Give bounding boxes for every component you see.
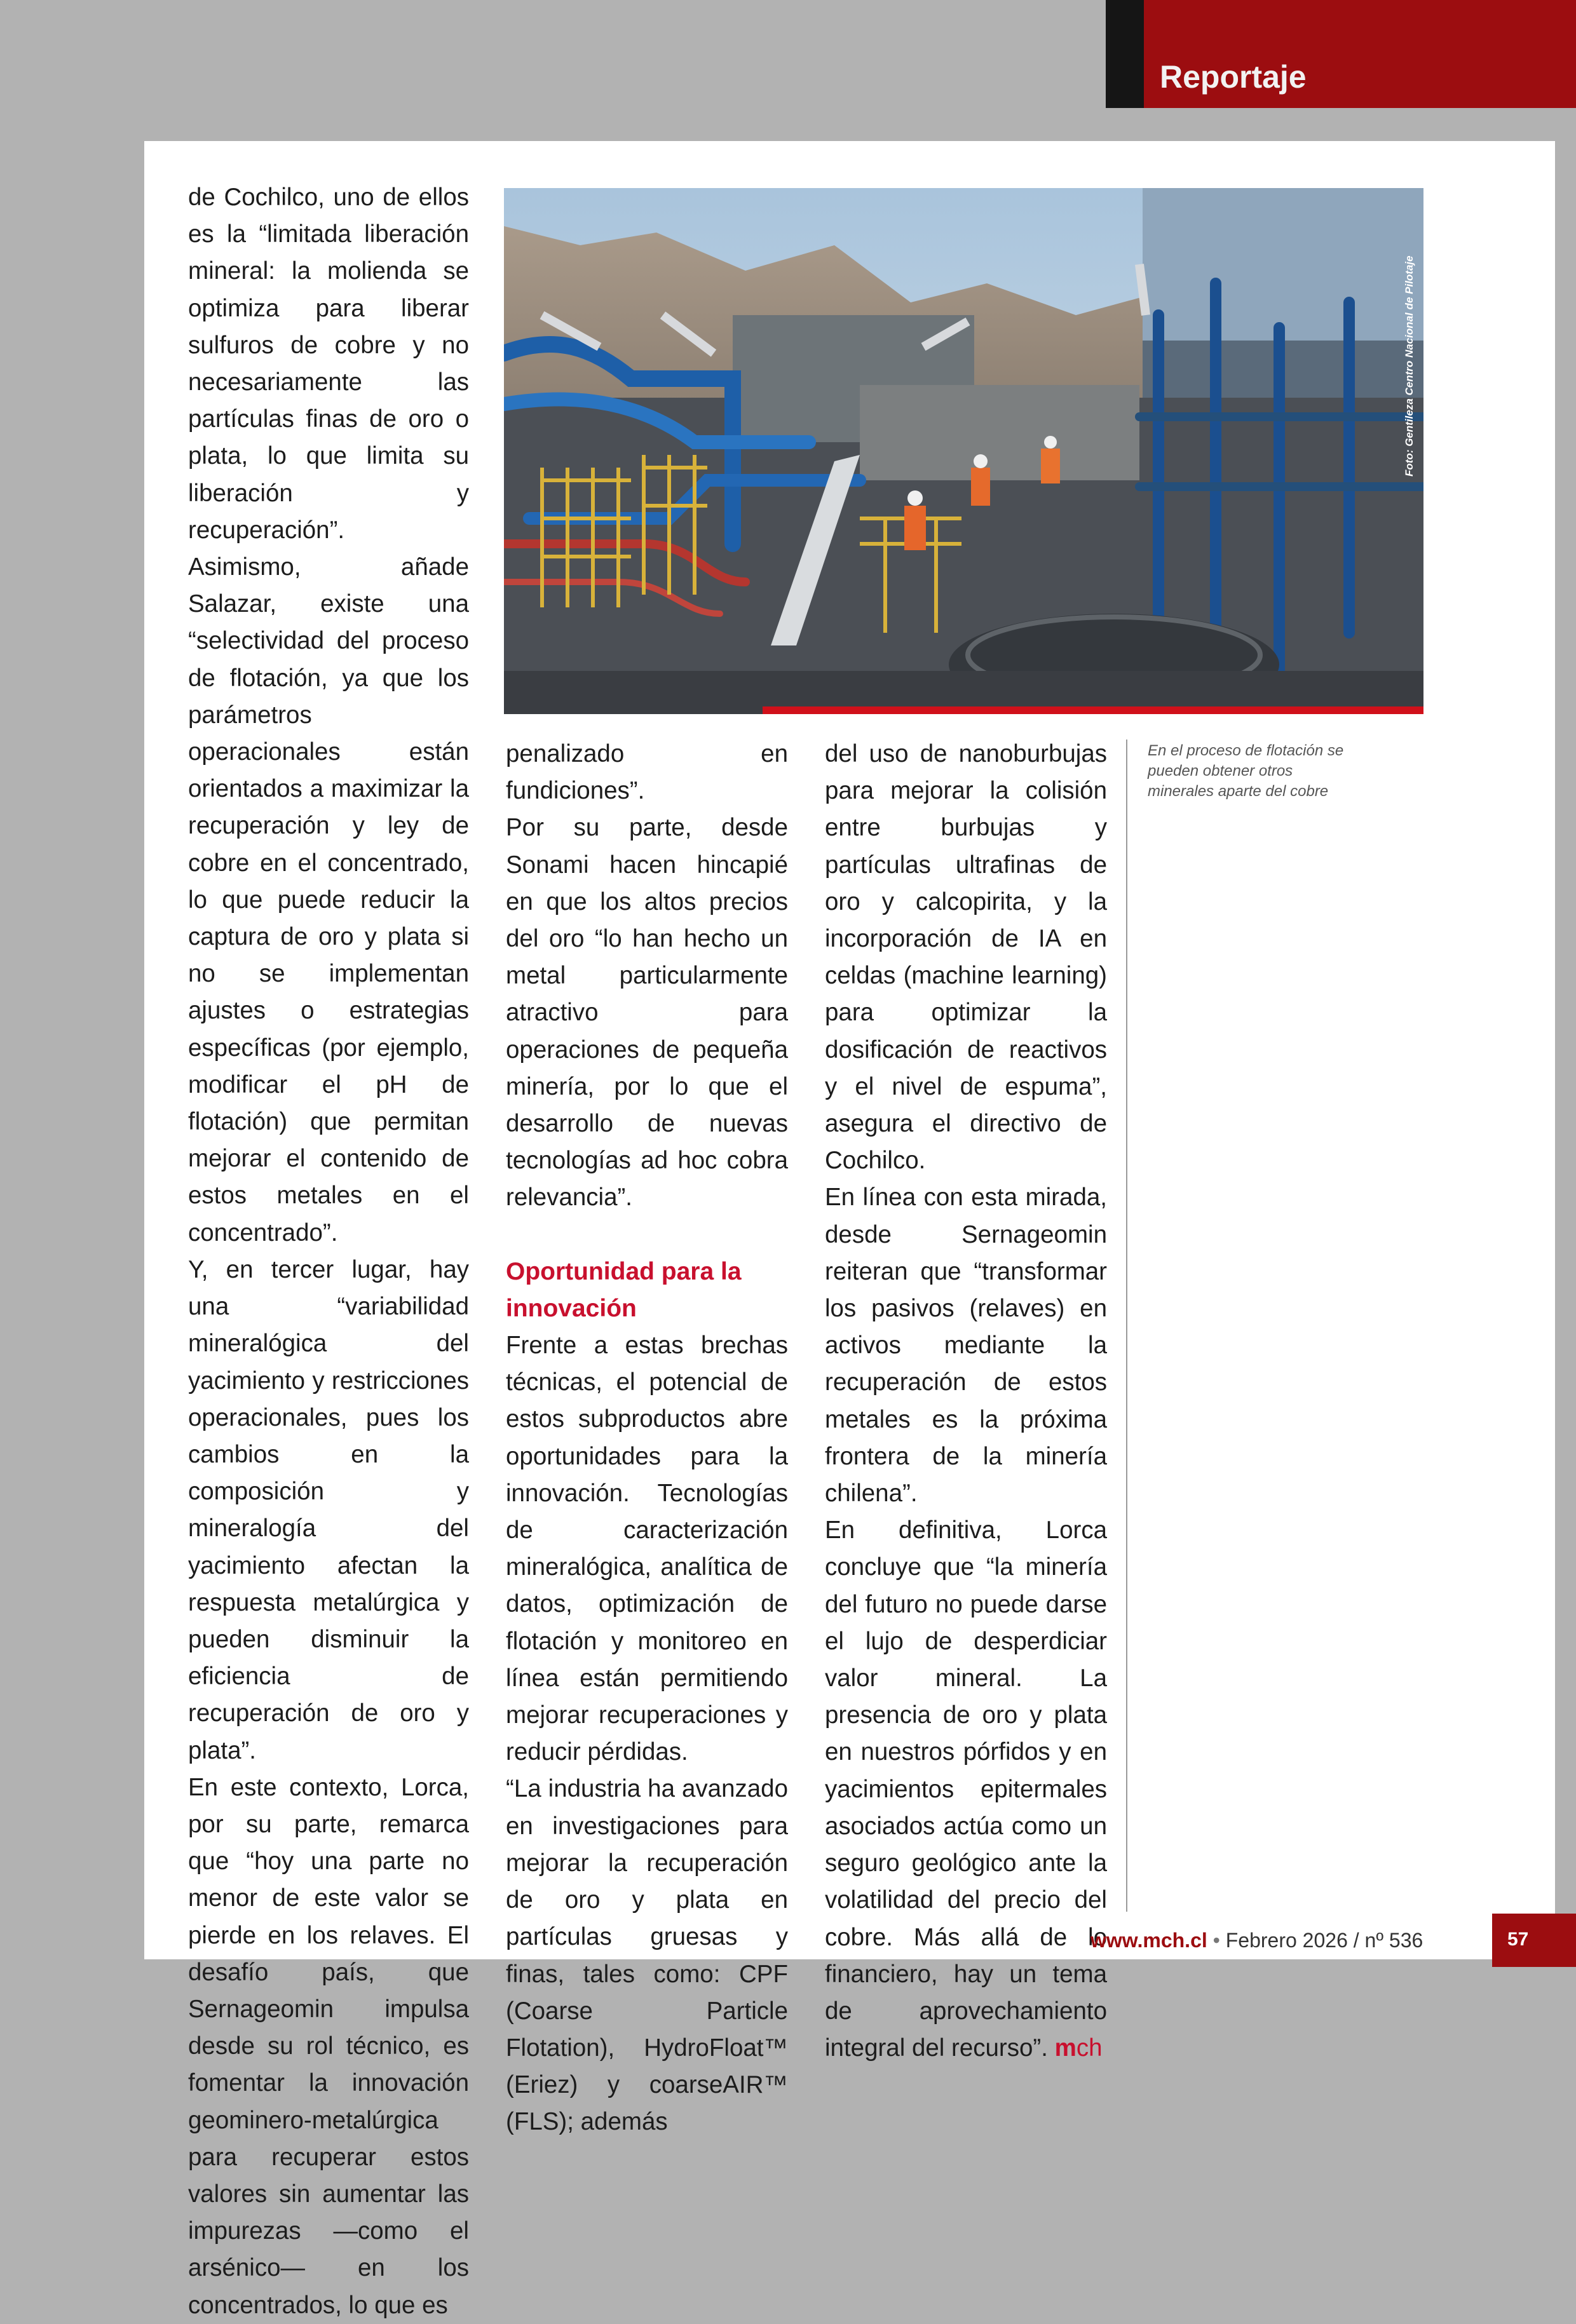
page-number: 57 — [1507, 1929, 1529, 1950]
flotation-plant-photo — [504, 188, 1423, 714]
end-mark-m: m — [1054, 2034, 1077, 2062]
paragraph: Asimismo, añade Salazar, existe una “selectividad del proceso de flotación, ya que los parámetros operacionales están orientados a maximizar la recuperación y ley de cobre en el concentrado, lo que puede reducir la captura de oro y plata si no se implementan ajustes o estrategias específicas (por ejemplo, modificar el pH de flotación) que permitan mejorar el contenido de estos metales en el concentrado”. — [188, 553, 469, 1246]
photo-illustration — [504, 188, 1423, 714]
paragraph: de Cochilco, uno de ellos es la “limitada liberación mineral: la molienda se optimiza para liberar sulfuros de cobre y no necesariamente las partículas finas de oro o plata, lo que limita su liberación y recuperación”. — [188, 184, 469, 544]
photo-caption: En el proceso de flotación se pueden obtener otros minerales aparte del cobre — [1148, 742, 1344, 800]
paragraph: del uso de nanoburbujas para mejorar la colisión entre burbujas y partículas ultrafinas de oro y calcopirita, y la incorporación de IA en celdas (machine learning) para optimizar la dosificación de reactivos y el nivel de espuma”, asegura el directivo de Cochilco. — [825, 740, 1107, 1175]
paragraph: “La industria ha avanzado en investigaciones para mejorar la recuperación de oro y plata en partículas gruesas y finas, tales como: CPF (Coarse Particle Flotation), HydroFloat™ (Eriez) y coarseAIR™ (FLS); además — [506, 1775, 788, 2136]
paragraph: Y, en tercer lugar, hay una “variabilidad mineralógica del yacimiento y restricciones operacionales, pues los cambios en la composición y mineralogía del yacimiento afectan la respuesta metalúrgica y pueden disminuir la eficiencia de recuperación de oro y plata”. — [188, 1255, 469, 1764]
article-column-3 — [825, 736, 1107, 2067]
article-column-2 — [506, 736, 788, 2141]
section-tab-black-block — [1106, 0, 1144, 108]
paragraph-last — [825, 1512, 1107, 2067]
article-column-1 — [188, 179, 469, 2324]
footer — [1090, 1929, 1423, 1952]
paragraph: En este contexto, Lorca, por su parte, remarca que “hoy una parte no menor de este valor se pierde en los relaves. El desafío país, que Sernageomin impulsa desde su rol técnico, es fomentar la innovación geominero-metalúrgica para recuperar estos valores sin aumentar las impurezas —como el arsénico— en los concentrados, lo que es — [188, 1773, 469, 2319]
section-label: Reportaje — [1160, 59, 1307, 95]
footer-separator: • — [1213, 1929, 1220, 1952]
section-heading: Oportunidad para la innovación — [506, 1257, 742, 1322]
photo-credit: Foto: Gentileza Centro Nacional de Pilotaje — [1403, 255, 1415, 476]
photo-red-underline — [763, 706, 1423, 714]
paragraph: Por su parte, desde Sonami hacen hincapié en que los altos precios del oro “lo han hecho un metal particularmente atractivo para operaciones de pequeña minería, por lo que el desarrollo de nuevas tecnologías ad hoc cobra relevancia”. — [506, 814, 788, 1212]
footer-issue: Febrero 2026 / nº 536 — [1225, 1929, 1423, 1952]
paragraph: Frente a estas brechas técnicas, el potencial de estos subproductos abre oportunidades para la innovación. Tecnologías de caracterización mineralógica, analítica de datos, optimización de flotación y monitoreo en línea están permitiendo mejorar recuperaciones y reducir pérdidas. — [506, 1332, 788, 1766]
paragraph: En línea con esta mirada, desde Sernageomin reiteran que “transformar los pasivos (relaves) en activos mediante la recuperación de estos metales es la próxima frontera de la minería chilena”. — [825, 1184, 1107, 1508]
end-mark — [1055, 2034, 1103, 2062]
paragraph-text: En definitiva, Lorca concluye que “la minería del futuro no puede darse el lujo de desperdiciar valor mineral. La presencia de oro y plata en nuestros pórfidos y en yacimientos epitermales asociados actúa como un seguro geológico ante la volatilidad del precio del cobre. Más allá de lo financiero, hay un tema de aprovechamiento integral del recurso”. — [825, 1517, 1107, 2062]
page-number-box — [1492, 1914, 1576, 1967]
footer-url[interactable]: www.mch.cl — [1090, 1929, 1207, 1952]
end-mark-ch: ch — [1076, 2034, 1103, 2062]
section-tab — [1106, 0, 1576, 108]
paragraph: penalizado en fundiciones”. — [506, 740, 788, 805]
column-divider — [1126, 740, 1127, 1912]
